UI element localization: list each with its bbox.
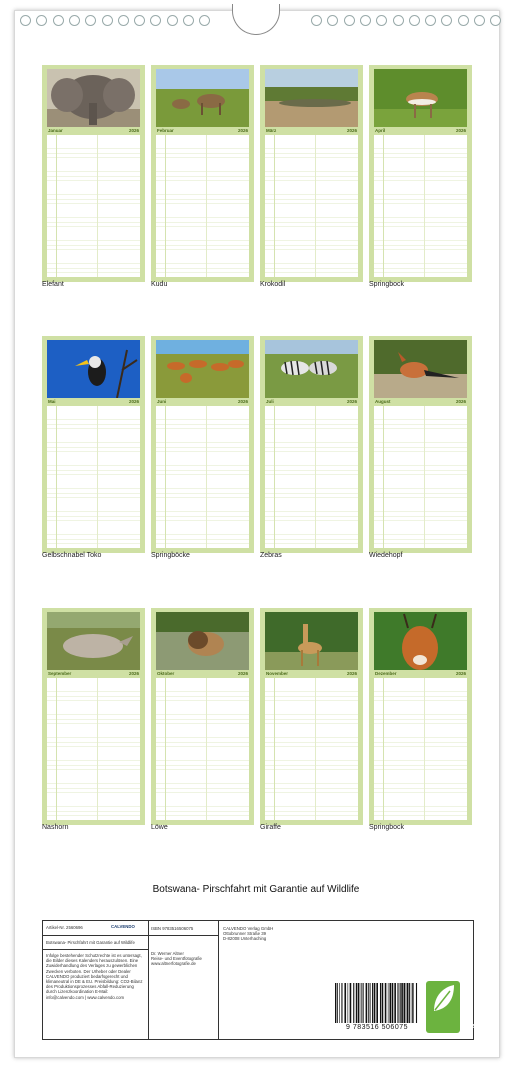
- month-name: Dezember: [375, 671, 397, 676]
- month-panel-mai: [42, 336, 145, 553]
- month-panel-februar: [151, 65, 254, 282]
- month-year: 2026: [346, 399, 357, 404]
- day-grid: [265, 678, 358, 820]
- binding-ring: [441, 15, 452, 26]
- springbok-photo: [374, 69, 467, 127]
- hornbill-photo: [47, 340, 140, 398]
- calvendo-logo: CALVENDO: [111, 924, 135, 929]
- binding-ring: [199, 15, 210, 26]
- binding-ring: [134, 15, 145, 26]
- month-header: [156, 399, 249, 405]
- product-title: Botswana- Pirschfahrt mit Garantie auf Wildlife: [46, 940, 135, 945]
- day-grid: [265, 135, 358, 277]
- photo-caption: Kudu: [151, 281, 168, 288]
- binding-ring: [360, 15, 371, 26]
- binding-ring: [458, 15, 469, 26]
- binding-ring: [183, 15, 194, 26]
- kudu-photo: [156, 69, 249, 127]
- month-panel-januar: [42, 65, 145, 282]
- month-header: [47, 399, 140, 405]
- month-header: [374, 128, 467, 134]
- legal-text: Infolge bestehender Schutzrechte ist es untersagt, die Bilder dieses Kalenders herauszulösen. Eine Zuwiderhandlung des Verlages zu gewerblichen Zwecken verboten. Der Urheber oder Dealer CALVENDO produziert bedarfsgerecht und klimaneutral in DE & EU. Preisbildung: CO2-Bilanz des Produktionsprozesses Abfall-Reduzierung durch Lizenzkoordination E-Mail: info@calvendo.com | www.calvendo.com: [46, 953, 143, 1000]
- day-grid: [374, 406, 467, 548]
- binding-ring: [20, 15, 31, 26]
- binding-ring: [85, 15, 96, 26]
- month-year: 2026: [455, 399, 466, 404]
- month-year: 2026: [346, 128, 357, 133]
- month-panel-dezember: [369, 608, 472, 825]
- binding-ring: [327, 15, 338, 26]
- publisher-city: D-82008 Unterhaching: [223, 936, 267, 941]
- day-grid: [156, 406, 249, 548]
- month-header: [156, 671, 249, 677]
- photo-caption: Krokodil: [260, 281, 286, 288]
- photo-caption: Springbock: [369, 824, 405, 831]
- author-web: www.altnerfotografie.de: [151, 961, 196, 966]
- month-header: [265, 128, 358, 134]
- month-header: [47, 671, 140, 677]
- month-panel-märz: [260, 65, 363, 282]
- crocodile-photo: [265, 69, 358, 127]
- rhino-photo: [47, 612, 140, 670]
- photo-caption: Zebras: [260, 552, 282, 559]
- month-year: 2026: [237, 128, 248, 133]
- month-header: [156, 128, 249, 134]
- binding-ring: [102, 15, 113, 26]
- month-year: 2026: [128, 671, 139, 676]
- month-name: Juni: [157, 399, 167, 404]
- month-header: [265, 671, 358, 677]
- binding-ring: [425, 15, 436, 26]
- photo-caption: Springbock: [369, 281, 405, 288]
- month-name: Mai: [48, 399, 56, 404]
- day-grid: [156, 678, 249, 820]
- month-header: [374, 399, 467, 405]
- binding-ring: [376, 15, 387, 26]
- article-number: Artikel-Nr. 2560696: [46, 925, 83, 930]
- month-name: August: [375, 399, 391, 404]
- binding-ring: [311, 15, 322, 26]
- leaf-icon: [426, 981, 460, 1017]
- binding-ring: [36, 15, 47, 26]
- month-name: Februar: [157, 128, 174, 133]
- day-grid: [265, 406, 358, 548]
- month-header: [374, 671, 467, 677]
- springboks-herd-photo: [156, 340, 249, 398]
- month-name: April: [375, 128, 386, 133]
- month-year: 2026: [346, 671, 357, 676]
- author-name: Dr. Werner Altner: [151, 951, 184, 956]
- eco-label: eco: [470, 1023, 484, 1030]
- publisher-street: Ottobrunner Straße 39: [223, 931, 266, 936]
- elephant-photo: [47, 69, 140, 127]
- month-name: September: [48, 671, 72, 676]
- binding-ring: [118, 15, 129, 26]
- day-grid: [374, 135, 467, 277]
- month-panel-juni: [151, 336, 254, 553]
- month-panel-april: [369, 65, 472, 282]
- giraffe-photo: [265, 612, 358, 670]
- month-year: 2026: [237, 671, 248, 676]
- month-name: März: [266, 128, 277, 133]
- day-grid: [156, 135, 249, 277]
- antelope-face-photo: [374, 612, 467, 670]
- binding-ring: [474, 15, 485, 26]
- isbn: ISBN 9783516506075: [151, 926, 194, 931]
- photo-caption: Springböcke: [151, 552, 190, 559]
- eco-badge: [426, 981, 484, 1033]
- binding-ring: [393, 15, 404, 26]
- barcode-digits: 9 783516 506075: [346, 1024, 408, 1031]
- month-year: 2026: [128, 399, 139, 404]
- hoopoe-photo: [374, 340, 467, 398]
- day-grid: [47, 135, 140, 277]
- photo-caption: Wiedehopf: [369, 552, 403, 559]
- binding-ring: [69, 15, 80, 26]
- month-name: Juli: [266, 399, 274, 404]
- month-header: [265, 399, 358, 405]
- photo-caption: Elefant: [42, 281, 64, 288]
- photo-caption: Giraffe: [260, 824, 281, 831]
- binding-ring: [490, 15, 501, 26]
- binding-ring: [409, 15, 420, 26]
- day-grid: [47, 678, 140, 820]
- binding-ring: [150, 15, 161, 26]
- zebras-photo: [265, 340, 358, 398]
- binding-ring: [344, 15, 355, 26]
- photo-caption: Löwe: [151, 824, 168, 831]
- month-panel-november: [260, 608, 363, 825]
- month-panel-september: [42, 608, 145, 825]
- day-grid: [47, 406, 140, 548]
- photo-caption: Gelbschnabel Toko: [42, 552, 102, 559]
- publisher-name: CALVENDO Verlag GmbH: [223, 926, 274, 931]
- lion-photo: [156, 612, 249, 670]
- binding-ring: [167, 15, 178, 26]
- author-line2: Reise- und Eventfotografie: [151, 956, 202, 961]
- month-name: Januar: [48, 128, 63, 133]
- month-name: Oktober: [157, 671, 175, 676]
- month-panel-august: [369, 336, 472, 553]
- month-year: 2026: [455, 671, 466, 676]
- barcode: [333, 983, 421, 1027]
- binding-ring: [53, 15, 64, 26]
- calendar-title: Botswana- Pirschfahrt mit Garantie auf Wildlife: [152, 884, 360, 895]
- photo-caption: Nashorn: [42, 824, 69, 831]
- month-year: 2026: [455, 128, 466, 133]
- month-year: 2026: [128, 128, 139, 133]
- footer-info-box: [42, 920, 484, 1040]
- month-panel-juli: [260, 336, 363, 553]
- month-year: 2026: [237, 399, 248, 404]
- month-name: November: [266, 671, 289, 676]
- day-grid: [374, 678, 467, 820]
- month-header: [47, 128, 140, 134]
- month-panel-oktober: [151, 608, 254, 825]
